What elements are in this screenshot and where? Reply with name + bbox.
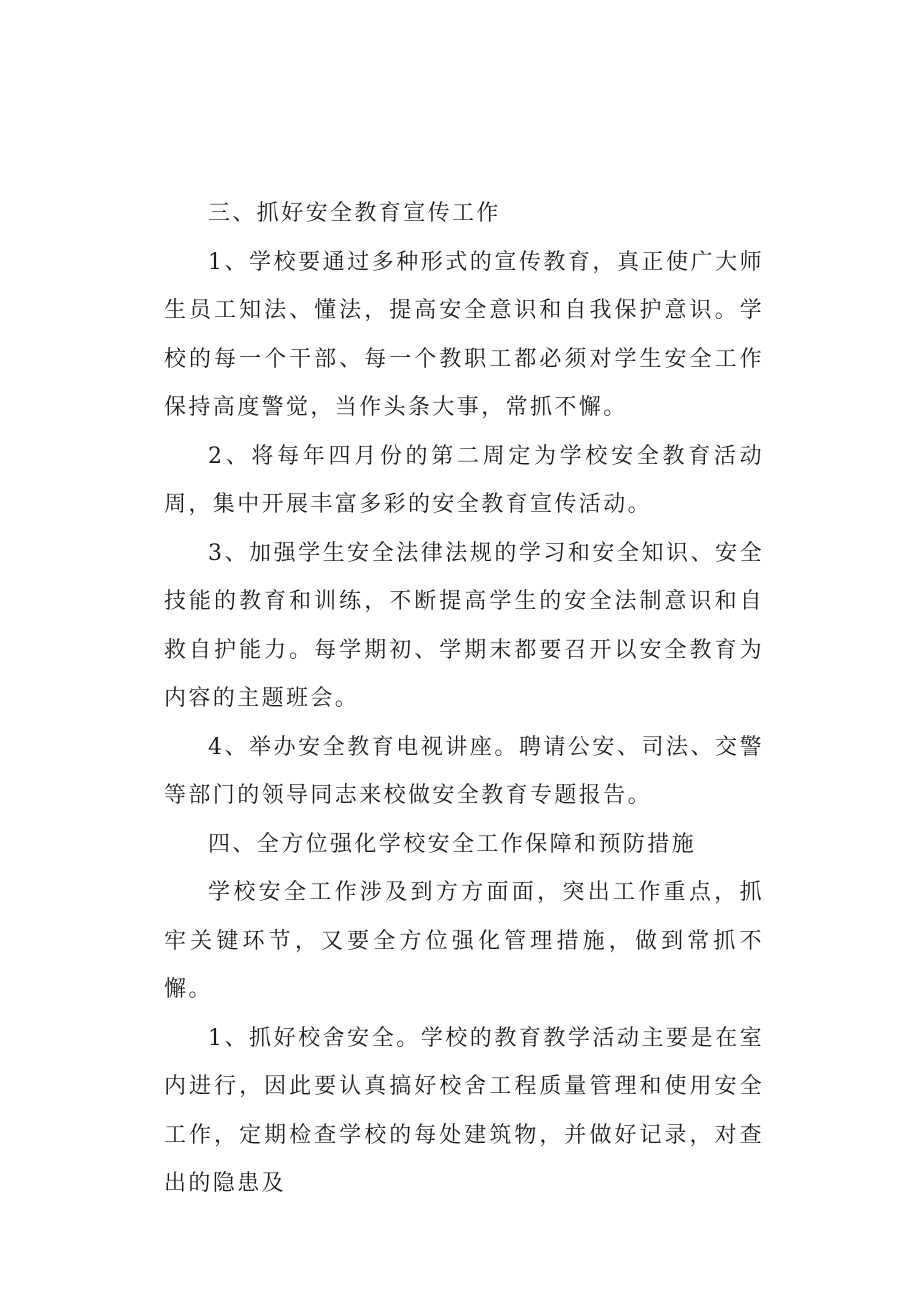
section-heading-4: 四、全方位强化学校安全工作保障和预防措施 <box>208 831 697 857</box>
section-heading-3: 三、抓好安全教育宣传工作 <box>208 201 501 226</box>
paragraph-3-4: 4、举办安全教育电视讲座。聘请公安、司法、交警等部门的领导同志来校做安全教育专题报告。 <box>164 734 764 808</box>
document-body <box>164 190 764 1209</box>
paragraph-4-1: 1、抓好校舍安全。学校的教育教学活动主要是在室内进行，因此要认真搞好校舍工程质量管理和使用安全工作，定期检查学校的每处建筑物，并做好记录，对查出的隐患及 <box>164 1025 764 1196</box>
paragraph-3-1: 1、学校要通过多种形式的宣传教育，真正使广大师生员工知法、懂法，提高安全意识和自我保护意识。学校的每一个干部、每一个教职工都必须对学生安全工作保持高度警觉，当作头条大事，常抓不懈。 <box>164 249 764 420</box>
paragraph-3-3: 3、加强学生安全法律法规的学习和安全知识、安全技能的教育和训练，不断提高学生的安全法制意识和自救自护能力。每学期初、学期末都要召开以安全教育为内容的主题班会。 <box>164 540 764 711</box>
paragraph-4-intro: 学校安全工作涉及到方方面面，突出工作重点，抓牢关键环节，又要全方位强化管理措施，做到常抓不懈。 <box>164 880 764 1002</box>
paragraph-3-2: 2、将每年四月份的第二周定为学校安全教育活动周，集中开展丰富多彩的安全教育宣传活动。 <box>164 443 764 517</box>
